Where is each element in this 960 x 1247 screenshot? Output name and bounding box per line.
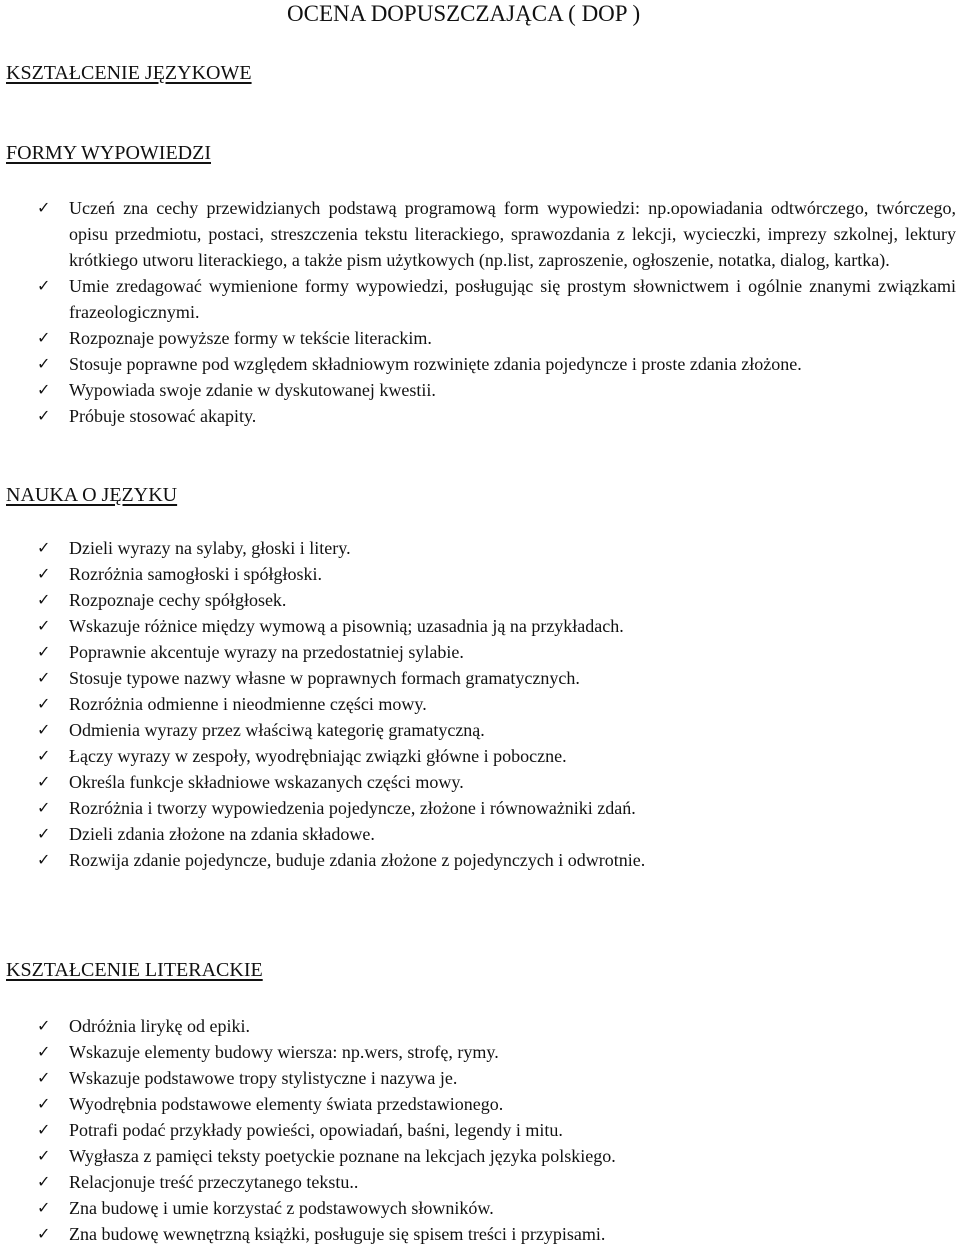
check-mark-icon: ✓	[37, 642, 51, 661]
list-item: ✓ Dzieli zdania złożone na zdania składowe.	[0, 821, 960, 847]
check-mark-icon: ✓	[37, 798, 51, 817]
nauka-o-jezyku-list	[0, 535, 960, 873]
list-item: ✓ Wyodrębnia podstawowe elementy świata przedstawionego.	[0, 1091, 960, 1117]
list-item: ✓ Łączy wyrazy w zespoły, wyodrębniając związki główne i poboczne.	[0, 743, 960, 769]
list-item: ✓ Próbuje stosować akapity.	[0, 403, 960, 429]
list-item: ✓ Rozpoznaje powyższe formy w tekście literackim.	[0, 325, 960, 351]
check-mark-icon: ✓	[37, 198, 51, 217]
list-item: ✓ Określa funkcje składniowe wskazanych części mowy.	[0, 769, 960, 795]
list-item: ✓ Zna budowę i umie korzystać z podstawowych słowników.	[0, 1195, 960, 1221]
list-item: ✓ Zna budowę wewnętrzną książki, posługuje się spisem treści i przypisami.	[0, 1221, 960, 1247]
list-item: ✓ Dzieli wyrazy na sylaby, głoski i litery.	[0, 535, 960, 561]
check-mark-icon: ✓	[37, 694, 51, 713]
check-mark-icon: ✓	[37, 668, 51, 687]
check-mark-icon: ✓	[37, 1172, 51, 1191]
list-item: ✓ Wskazuje elementy budowy wiersza: np.wers, strofę, rymy.	[0, 1039, 960, 1065]
check-mark-icon: ✓	[37, 1146, 51, 1165]
check-mark-icon: ✓	[37, 1016, 51, 1035]
check-mark-icon: ✓	[37, 564, 51, 583]
check-mark-icon: ✓	[37, 276, 51, 295]
section-heading-nauka-o-jezyku: NAUKA O JĘZYKU	[6, 484, 178, 506]
check-mark-icon: ✓	[37, 1198, 51, 1217]
list-item: ✓ Rozróżnia i tworzy wypowiedzenia pojedyncze, złożone i równoważniki zdań.	[0, 795, 960, 821]
list-item: ✓ Odróżnia lirykę od epiki.	[0, 1013, 960, 1039]
list-item: ✓ Stosuje typowe nazwy własne w poprawnych formach gramatycznych.	[0, 665, 960, 691]
check-mark-icon: ✓	[37, 746, 51, 765]
section-heading-formy-wypowiedzi: FORMY WYPOWIEDZI	[6, 142, 211, 164]
check-mark-icon: ✓	[37, 328, 51, 347]
check-mark-icon: ✓	[37, 406, 51, 425]
document-title: OCENA DOPUSZCZAJĄCA ( DOP )	[287, 1, 641, 26]
list-item: ✓ Poprawnie akcentuje wyrazy na przedostatniej sylabie.	[0, 639, 960, 665]
check-mark-icon: ✓	[37, 1042, 51, 1061]
check-mark-icon: ✓	[37, 824, 51, 843]
check-mark-icon: ✓	[37, 850, 51, 869]
check-mark-icon: ✓	[37, 1094, 51, 1113]
list-item: ✓ Umie zredagować wymienione formy wypowiedzi, posługując się prostym słownictwem i ogólnie znanymi związkami frazeologicznymi.	[0, 273, 960, 325]
check-mark-icon: ✓	[37, 538, 51, 557]
check-mark-icon: ✓	[37, 1120, 51, 1139]
list-item: ✓ Wskazuje podstawowe tropy stylistyczne i nazywa je.	[0, 1065, 960, 1091]
list-item: ✓ Wypowiada swoje zdanie w dyskutowanej kwestii.	[0, 377, 960, 403]
list-item: ✓ Rozróżnia odmienne i nieodmienne części mowy.	[0, 691, 960, 717]
check-mark-icon: ✓	[37, 590, 51, 609]
list-item: ✓ Rozpoznaje cechy spółgłosek.	[0, 587, 960, 613]
ksztalcenie-literackie-list	[0, 1013, 960, 1247]
list-item: ✓ Rozwija zdanie pojedyncze, buduje zdania złożone z pojedynczych i odwrotnie.	[0, 847, 960, 873]
list-item: ✓ Wskazuje różnice między wymową a pisownią; uzasadnia ją na przykładach.	[0, 613, 960, 639]
formy-wypowiedzi-list	[0, 195, 960, 429]
list-item: ✓ Relacjonuje treść przeczytanego tekstu..	[0, 1169, 960, 1195]
check-mark-icon: ✓	[37, 772, 51, 791]
check-mark-icon: ✓	[37, 380, 51, 399]
list-item: ✓ Odmienia wyrazy przez właściwą kategorię gramatyczną.	[0, 717, 960, 743]
check-mark-icon: ✓	[37, 1224, 51, 1243]
check-mark-icon: ✓	[37, 720, 51, 739]
check-mark-icon: ✓	[37, 616, 51, 635]
section-heading-ksztalcenie-literackie: KSZTAŁCENIE LITERACKIE	[6, 959, 263, 981]
list-item: ✓ Stosuje poprawne pod względem składniowym rozwinięte zdania pojedyncze i proste zdania złożone.	[0, 351, 960, 377]
check-mark-icon: ✓	[37, 354, 51, 373]
list-item: ✓ Uczeń zna cechy przewidzianych podstawą programową form wypowiedzi: np.opowiadania odtwórczego, twórczego, opisu przedmiotu, postaci, streszczenia tekstu literackiego, sprawozdania z lekcji, wycieczki, imprezy szkolnej, lektury krótkiego utworu literackiego, a także pism użytkowych (np.list, zaproszenie, ogłoszenie, notatka, dialog, kartka).	[0, 195, 960, 273]
list-item: ✓ Rozróżnia samogłoski i spółgłoski.	[0, 561, 960, 587]
section-heading-ksztalcenie-jezykowe: KSZTAŁCENIE JĘZYKOWE	[6, 62, 252, 84]
list-item: ✓ Wygłasza z pamięci teksty poetyckie poznane na lekcjach języka polskiego.	[0, 1143, 960, 1169]
check-mark-icon: ✓	[37, 1068, 51, 1087]
list-item: ✓ Potrafi podać przykłady powieści, opowiadań, baśni, legendy i mitu.	[0, 1117, 960, 1143]
